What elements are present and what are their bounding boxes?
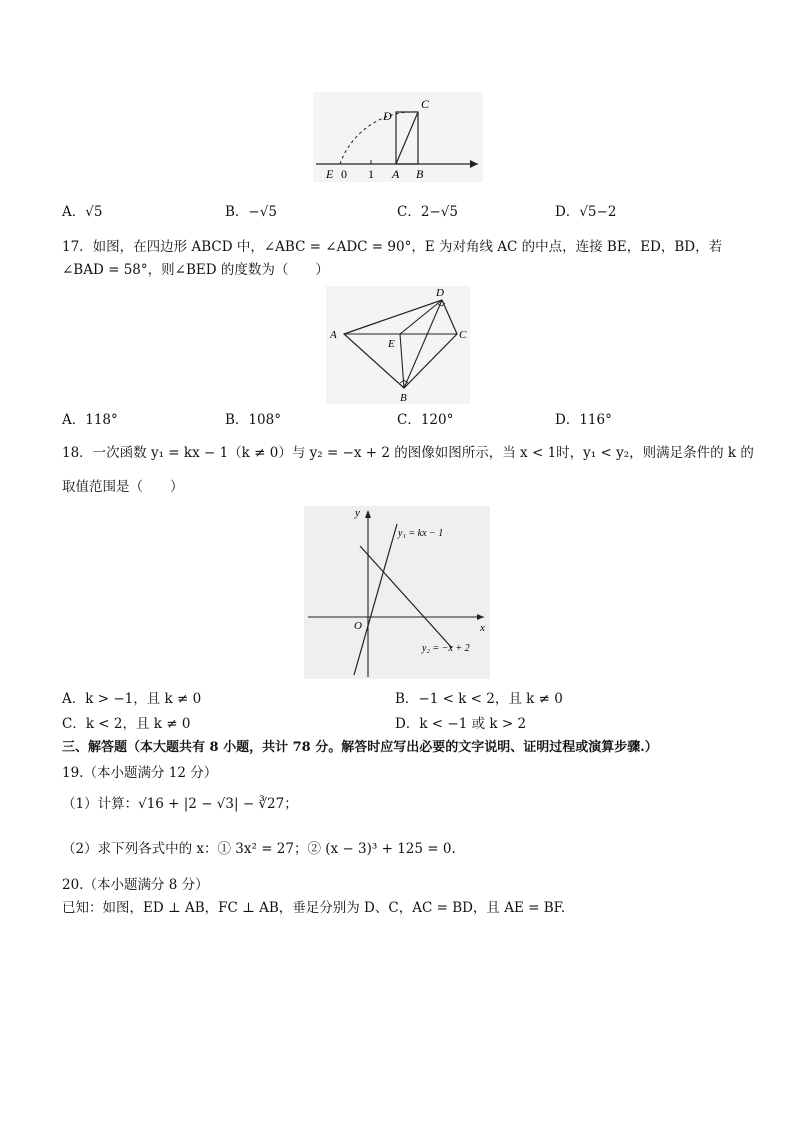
q18-question-line2: 取值范围是（ ） (62, 479, 184, 495)
label-d: D (383, 109, 392, 123)
label-line-y2: y₂ = −x + 2 (422, 643, 470, 654)
q18-option-a[interactable]: A．k > −1，且 k ≠ 0 (62, 691, 202, 707)
label-line-y1: y₁ = kx − 1 (398, 528, 444, 539)
label-e: E (388, 338, 395, 350)
y-axis-arrow (365, 510, 371, 518)
q18-option-d[interactable]: D．k < −1 或 k > 2 (395, 716, 527, 732)
linear-function-graph (304, 506, 490, 679)
quadrilateral-diagram (326, 286, 470, 404)
label-c: C (421, 97, 430, 111)
q17-option-d[interactable]: D．116° (555, 412, 612, 428)
q16-figure (313, 92, 483, 182)
number-line-arrow (470, 160, 478, 168)
q19-part1: （1）计算：√16 + |2 − √3| − ∛27； (62, 796, 298, 812)
q20-text: 已知：如图，ED ⊥ AB，FC ⊥ AB，垂足分别为 D、C，AC = BD，且 AE = BF. (62, 900, 566, 916)
label-b: B (416, 167, 424, 181)
x-axis-arrow (477, 614, 484, 620)
label-y-axis: y (355, 507, 360, 519)
label-b: B (400, 392, 407, 404)
label-zero: 0 (341, 167, 347, 181)
number-line-diagram (313, 92, 483, 182)
q17-option-a[interactable]: A．118° (62, 412, 118, 428)
q17-option-c[interactable]: C．120° (397, 412, 454, 428)
q19-part2: （2）求下列各式中的 x：① 3x² = 27；② (x − 3)³ + 125 = 0. (62, 841, 456, 857)
segment-eb (400, 334, 404, 388)
q18-option-c[interactable]: C．k < 2，且 k ≠ 0 (62, 716, 191, 732)
q18-figure (304, 506, 490, 679)
label-c: C (459, 329, 467, 341)
q17-option-b[interactable]: B．108° (225, 412, 281, 428)
q18-question-line1: 18．一次函数 y₁ = kx − 1（k ≠ 0）与 y₂ = −x + 2 的图像如图所示，当 x < 1时，y₁ < y₂，则满足条件的 k 的 (62, 445, 754, 461)
arc-dashed (340, 112, 418, 164)
segment-bd (404, 300, 442, 388)
q18-option-b[interactable]: B．−1 < k < 2，且 k ≠ 0 (395, 691, 563, 707)
segment-ed (400, 300, 442, 334)
label-a: A (392, 167, 400, 181)
q19-title: 19.（本小题满分 12 分） (62, 765, 218, 781)
section-heading: 三、解答题（本大题共有 8 小题，共计 78 分。解答时应写出必要的文字说明、证明过程或演算步骤.） (62, 740, 658, 755)
q17-question-line1: 17．如图，在四边形 ABCD 中，∠ABC = ∠ADC = 90°，E 为对角线 AC 的中点，连接 BE，ED，BD，若 (62, 239, 723, 255)
label-x-axis: x (480, 622, 485, 634)
q17-figure (326, 286, 470, 404)
diagonal-ac (396, 112, 418, 164)
line-y2 (360, 546, 452, 648)
q16-option-c[interactable]: C．2−√5 (397, 204, 458, 220)
label-one: 1 (368, 167, 374, 181)
label-origin: O (354, 620, 362, 632)
label-e: E (326, 167, 334, 181)
q20-title: 20.（本小题满分 8 分） (62, 877, 209, 893)
q16-option-b[interactable]: B．−√5 (225, 204, 277, 220)
label-a: A (330, 329, 337, 341)
q17-question-line2: ∠BAD = 58°，则∠BED 的度数为（ ） (62, 262, 329, 278)
label-d: D (436, 287, 444, 299)
q16-option-a[interactable]: A．√5 (62, 204, 103, 220)
q16-option-d[interactable]: D．√5−2 (555, 204, 617, 220)
